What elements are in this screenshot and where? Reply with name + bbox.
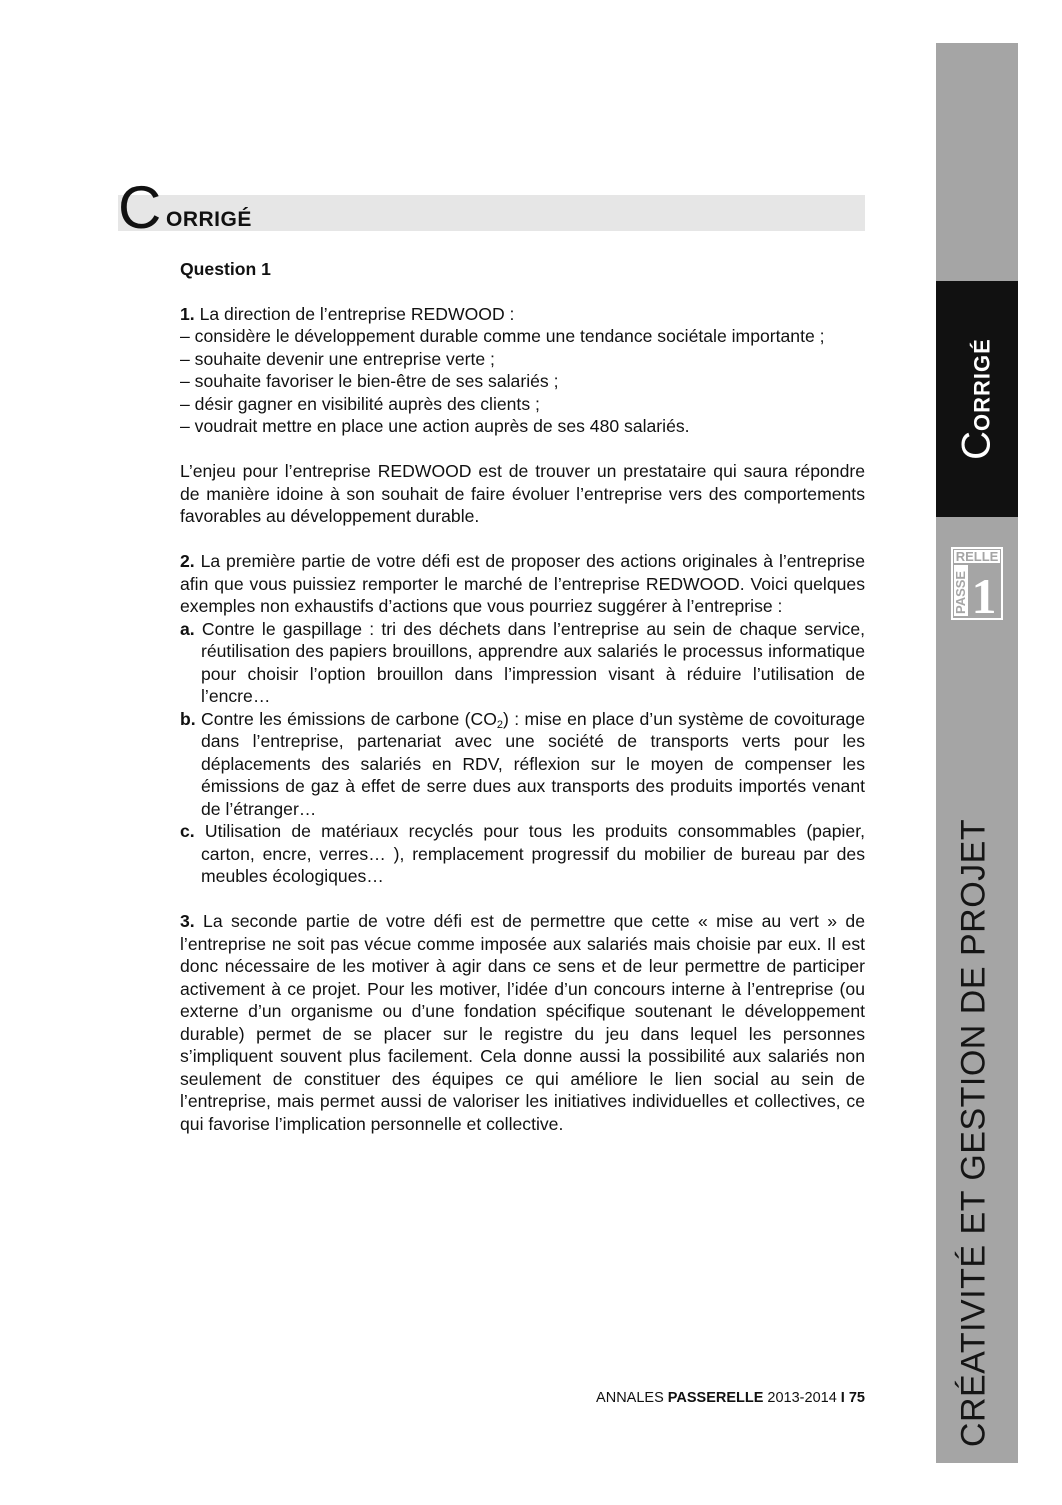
footer-annales: ANNALES <box>596 1390 668 1406</box>
part1-bullet: – souhaite favoriser le bien-être de ses salariés ; <box>180 371 559 391</box>
part1-intro-text: La direction de l’entreprise REDWOOD : <box>194 303 515 324</box>
item-label: b. <box>180 708 196 729</box>
part2-item-a <box>180 618 865 708</box>
side-tab-corrige-label <box>955 338 1000 460</box>
part2-intro <box>180 550 865 618</box>
page-number: 75 <box>844 1390 865 1406</box>
part3-number: 3. <box>180 911 195 931</box>
part2-item-b <box>180 708 865 821</box>
section-header-title: ORRIGÉ <box>166 208 252 231</box>
footer-separator: I <box>840 1390 845 1406</box>
part2-intro-text: La première partie de votre défi est de proposer des actions originales à l’entreprise afin que vous puissiez remporter le marché de l’entreprise REDWOOD. Voici quelques exemples non exhaustifs d’actions que vous pourriez suggérer à l’entreprise : <box>180 551 865 616</box>
part1-intro <box>180 303 865 326</box>
badge-side-text: PASSE <box>953 570 968 614</box>
badge-top-text: RELLE <box>955 549 999 564</box>
item-text: Utilisation de matériaux recyclés pour tous les produits consommables (papier, carton, encre, verres… ), remplacement progressif du mobilier de bureau par des meubles écologiques… <box>194 821 865 886</box>
section-vertical-title: CRÉATIVITÉ ET GESTION DE PROJET <box>954 818 993 1448</box>
question-title: Question 1 <box>180 259 271 279</box>
part3-text: La seconde partie de votre défi est de permettre que cette « mise au vert » de l’entreprise ne soit pas vécue comme imposée aux salariés mais choisie par eux. Il est donc nécessaire de les motiver à agir dans ce sens et de leur permettre de participer activement à ce projet. Pour les motiver, l’idée d’un concours interne à l’entreprise (ou externe d’un organisme ou d’une fondation spécifique soutenant le développement durable) permet de se placer sur le registre du jeu dans lequel les personnes s’impliquent souvent plus facilement. Cela donne aussi la possibilité aux salariés non seulement de constituer des équipes ce qui améliore le lien social au sein de l’entreprise, mais permet aussi de valoriser les initiatives individuelles et collectives, ce qui favorise l’implication personnelle et collective. <box>180 911 865 1134</box>
part1-enjeu: L’enjeu pour l’entreprise REDWOOD est de trouver un prestataire qui saura répondre de manière idoine à son souhait de faire évoluer l’entreprise vers des comportements favorables au développement durable. <box>180 461 865 526</box>
part3-paragraph <box>180 910 865 1135</box>
answer-content <box>180 258 865 1135</box>
part2-number: 2. <box>180 551 195 571</box>
item-text: Contre les émissions de carbone (CO <box>195 708 497 729</box>
page-footer <box>596 1389 865 1407</box>
part1-number: 1. <box>180 303 195 324</box>
part1-bullet: – souhaite devenir une entreprise verte ; <box>180 348 495 369</box>
footer-brand: PASSERELLE <box>667 1390 764 1406</box>
section-header-initial: C <box>118 174 162 241</box>
item-text: ) : mise en place d’un système de covoiturage dans l’entreprise, partenariat avec une société de transports verts pour les déplacements des salariés en RDV, réflexion sur le moyen de compenser les émissions de gaz à effet de serre dues aux transports des produits importés venant de l’étranger… <box>201 708 865 819</box>
footer-years: 2013-2014 <box>763 1390 841 1406</box>
passerelle-1-logo <box>951 547 1003 620</box>
item-label: c. <box>180 821 195 841</box>
part1-bullet: – voudrait mettre en place une action auprès de ses 480 salariés. <box>180 416 690 436</box>
part2-item-c <box>180 820 865 888</box>
co2-subscript: 2 <box>496 718 504 731</box>
part1-bullet: – désir gagner en visibilité auprès des clients ; <box>180 393 540 414</box>
part1-bullet: – considère le développement durable comme une tendance sociétale importante ; <box>180 326 825 346</box>
side-tab-rest: ORRIGÉ <box>969 338 995 431</box>
item-label: a. <box>180 618 195 639</box>
badge-number: 1 <box>971 568 997 620</box>
item-text: Contre le gaspillage : tri des déchets dans l’entreprise au sein de chaque service, réutilisation des papiers brouillons, apprendre aux salariés le processus informatique pour choisir l’option brouillon dans l’impression visant à réduire l’utilisation de l’encre… <box>194 618 865 706</box>
side-tab-initial: C <box>954 430 999 460</box>
